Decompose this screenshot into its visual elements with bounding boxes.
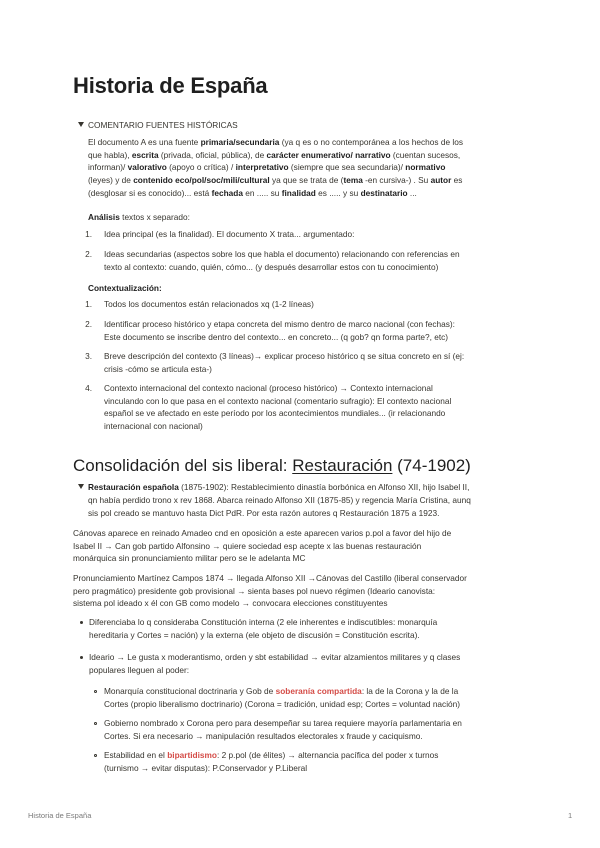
list-item: Ideas secundarias (aspectos sobre los que habla el documento) relacionando con referencias en texto al contexto: cuando, quién, cómo... (y después desarrollar estos con tu conocimiento) — [104, 249, 460, 272]
toggle-comentario[interactable] — [78, 119, 238, 131]
sub-list-item: Estabilidad en el bipartidismo: 2 p.pol (de élites) → alternancia pacífica del poder x turnos (turnismo → evitar disputas): P.Conservador y P.Liberal — [104, 750, 439, 773]
sub-list-item: Gobierno nombrado x Corona pero para desempeñar su tarea requiere mayoría parlamentaria en Cortes. Si era necesario → manipulación resultados electorales x fraude y caciquismo. — [104, 718, 462, 741]
highlight-text: soberanía compartida — [275, 686, 362, 696]
footer-page-number: 1 — [568, 811, 573, 820]
list-item: Breve descripción del contexto (3 líneas)→ explicar proceso histórico q se situa concreto en sí (ej: crisis -cómo se articula esta-) — [104, 351, 465, 374]
toggle-triangle-icon[interactable] — [78, 122, 84, 127]
list-item: Diferenciaba lo q consideraba Constitución interna (2 ele inherentes e indiscutibles: monarquía hereditaria y Cortes = nación) y la externa (ele objeto de discusión = Constitución escrita). — [89, 617, 438, 640]
sub-list-item: Monarquía constitucional doctrinaria y Gob de soberanía compartida: la de la Corona y la de la Cortes (propio liberalismo doctrinario) (Corona = tradición, unidad esp; Cortes = voluntad nación) — [104, 686, 461, 709]
analisis-heading: Análisis textos x separado: — [88, 212, 190, 222]
list-number: 2. — [85, 319, 92, 329]
restauracion-link[interactable]: Restauración — [292, 456, 393, 475]
highlight-text: bipartidismo — [167, 750, 217, 760]
toggle-restauracion[interactable]: Restauración española (1875-1902): Restablecimiento dinastía borbónica en Alfonso XII, hijo Isabel II, — [78, 481, 469, 494]
canovas-paragraph: Cánovas aparece en reinado Amadeo cnd en oposición a este aparecen varios p.pol a favor del hijo de Isabel II → Can gob partido Alfonsino → quiere sociedad esp acepte x las buenas restauración monárquica sin pronunciamiento militar pero se le adelanta MC — [73, 528, 452, 564]
bullet-dot — [80, 656, 83, 659]
sub-bullet-ring — [94, 722, 97, 725]
footer-title: Historia de España — [28, 811, 92, 820]
list-number: 1. — [85, 229, 92, 239]
pronunciamiento-paragraph: Pronunciamiento Martínez Campos 1874 → llegada Alfonso XII →Cánovas del Castillo (liberal conservador pero pragmático) presidente gob provisional → sienta bases pol nuevo régimen (Ideario canovista: sistema pol ideado x él con GB como modelo → convocara elecciones constituyentes — [73, 573, 467, 609]
toggle-label: COMENTARIO FUENTES HISTÓRICAS — [88, 120, 238, 130]
section-heading: Consolidación del sis liberal: Restauración (74-1902) — [73, 456, 471, 475]
list-item: Todos los documentos están relacionados xq (1-2 líneas) — [104, 299, 314, 309]
intro-paragraph: El documento A es una fuente primaria/secundaria (ya q es o no contemporánea a los hechos de los que habla), escrita (privada, oficial, pública), de carácter enumerativo/ narrativo (cuentan sucesos, informan)/ valorativo (apoyo o crítica) / interpretativo (siempre que sea secundaria)/ normativo (leyes) y de contenido eco/pol/soc/mili/cultural ya que se trata de (tema -en cursiva-) . Su autor es (desglosar si es conocido)... está fechada en ..... su finalidad es ..... y su destinatario ... — [88, 137, 463, 198]
sub-bullet-ring — [94, 690, 97, 693]
toggle-triangle-icon[interactable] — [78, 484, 84, 489]
list-number: 2. — [85, 249, 92, 259]
list-item: Identificar proceso histórico y etapa concreta del mismo dentro de marco nacional (con fechas): Este documento se inscribe dentro del contexto... en concreto... (q gob? qn forma parte?, etc) — [104, 319, 455, 342]
list-item: Contexto internacional del contexto nacional (proceso histórico) → Contexto internacional vinculando con lo que pasa en el contexto nacional (comentario sufragio): El contexto nacional español se ve afectado en este período por los acontecimientos mundiales... (ir relacionando internacional con nacional) — [104, 383, 452, 432]
list-number: 3. — [85, 351, 92, 361]
list-item: Ideario → Le gusta x moderantismo, orden y sbt estabilidad → evitar alzamientos militares y q clases populares lleguen al poder: — [89, 652, 461, 675]
sub-bullet-ring — [94, 754, 97, 757]
bullet-dot — [80, 621, 83, 624]
list-number: 4. — [85, 383, 92, 393]
list-item: Idea principal (es la finalidad). El documento X trata... argumentado: — [104, 229, 355, 239]
toggle-restauracion-body: qn había perdido trono x rev 1868. Abarca reinado Alfonso XII (1875-85) y regencia María Cristina, aunq sis pol creado se mantuvo hasta Dict PdR. Por esta razón autores q Restauración 1875 a 1923. — [88, 495, 471, 518]
list-number: 1. — [85, 299, 92, 309]
contexto-heading: Contextualización: — [88, 283, 162, 293]
page-title: Historia de España — [73, 73, 268, 98]
